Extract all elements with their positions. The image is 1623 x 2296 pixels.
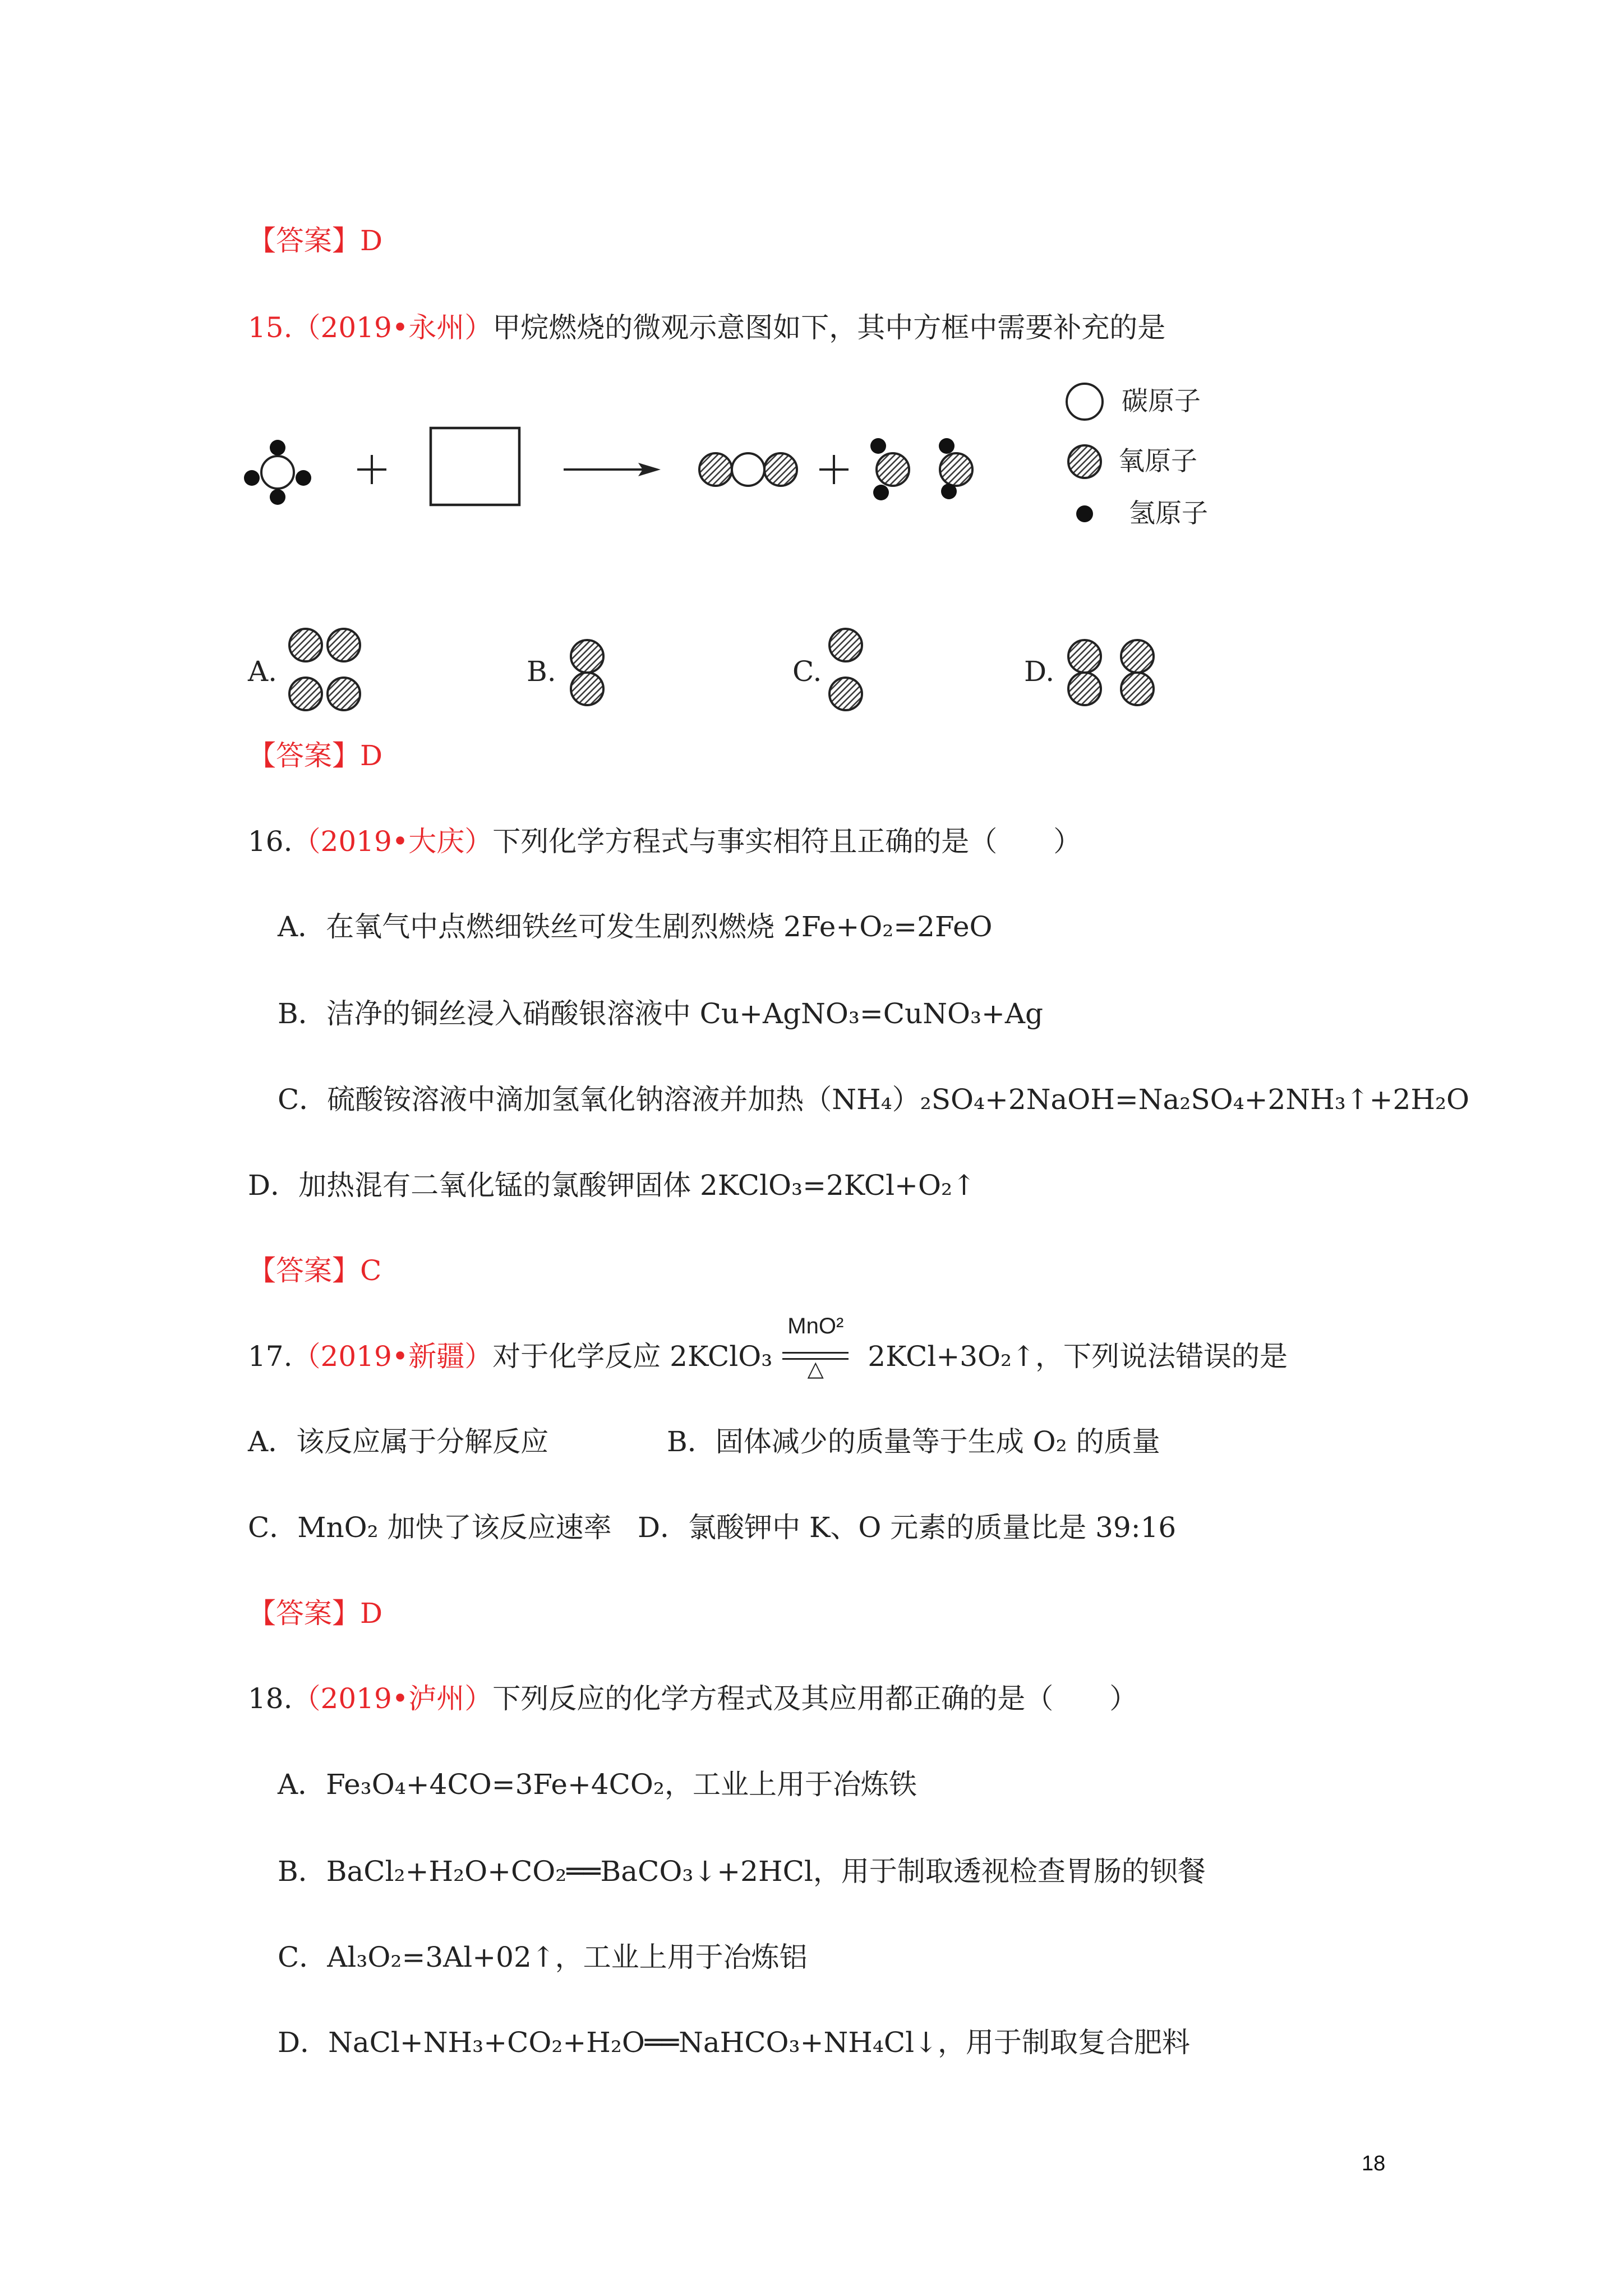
question-text: 对于化学反应 2KClO₃: [492, 1340, 773, 1373]
legend-label-carbon: 碳原子: [1122, 386, 1201, 417]
option-text: 该反应属于分解反应: [296, 1425, 549, 1458]
hatch-line: [1130, 682, 1151, 703]
option-a: [278, 1768, 917, 1801]
catalyst-label: MnO²: [787, 1314, 844, 1338]
black-dot-icon: [1076, 505, 1093, 522]
carbon-dioxide-molecule: [699, 453, 797, 486]
option-label: C．: [248, 1511, 298, 1544]
hatch-line: [294, 634, 317, 656]
question-text: 甲烷燃烧的微观示意图如下，其中方框中需要补充的是: [492, 311, 1166, 344]
hatch-line: [336, 687, 358, 708]
hatch-line: [1123, 642, 1145, 664]
hatch-line: [702, 455, 723, 477]
hatch-line: [333, 683, 355, 705]
water-molecule: [939, 438, 972, 499]
oxygen-atom: [328, 629, 360, 661]
option-text: 在氧气中点燃细铁丝可发生剧烈燃烧 2Fe+O₂=2FeO: [326, 910, 993, 943]
option-text: 加热混有二氧化锰的氯酸钾固体 2KClO₃=2KCl+O₂↑: [298, 1169, 976, 1202]
hatch-line: [1126, 645, 1149, 668]
hatch-line: [330, 680, 351, 701]
hatch-line: [298, 638, 320, 659]
carbon-atom: [732, 453, 764, 486]
hatch-line: [834, 634, 857, 656]
option-b-particles: [571, 640, 603, 705]
option-label: D．: [248, 1169, 299, 1202]
oxygen-atom: [289, 629, 322, 661]
question-15-stem: [248, 311, 1165, 344]
answer-line: [248, 1254, 381, 1287]
hatch-line: [1073, 678, 1096, 700]
hatch-line: [886, 462, 907, 484]
answer-label: 【答案】: [248, 1597, 360, 1630]
answer-label: 【答案】: [248, 739, 360, 772]
option-text: 洁净的铜丝浸入硝酸银溶液中 Cu+AgNO₃=CuNO₃+Ag: [326, 997, 1044, 1030]
option-d: [278, 2026, 1190, 2059]
option-label: A．: [278, 1768, 326, 1801]
oxygen-atom: [328, 678, 360, 710]
question-source: （2019•新疆）: [292, 1340, 493, 1373]
hydrogen-atom: [941, 484, 957, 499]
oxygen-atom: [1121, 640, 1154, 673]
plus-sign: [357, 455, 386, 484]
hatch-line: [879, 455, 900, 477]
hatch-line: [1071, 675, 1092, 696]
question-number: 16.: [248, 825, 293, 858]
hatch-line: [336, 638, 358, 659]
option-label: D．: [278, 2026, 329, 2059]
hatch-line: [1130, 649, 1151, 670]
question-number: 17.: [248, 1340, 293, 1373]
oxygen-atom: [829, 629, 862, 661]
water-molecule: [870, 438, 909, 500]
plus-sign: [819, 455, 849, 484]
answer-value: D: [360, 224, 383, 257]
hatch-line: [834, 683, 857, 705]
oxygen-atom: [1068, 640, 1101, 673]
hollow-circle-icon: [1067, 384, 1103, 420]
option-text: 硫酸铵溶液中滴加氢氧化钠溶液并加热（NH₄）₂SO₄+2NaOH=Na₂SO₄+2NH₃↑+2H₂O: [327, 1083, 1469, 1116]
methane-molecule: [244, 440, 311, 505]
hatch-line: [292, 631, 313, 652]
hatch-line: [576, 678, 598, 700]
option-text: 氯酸钾中 K、O 元素的质量比是 39:16: [688, 1511, 1177, 1544]
hydrogen-atom: [244, 470, 260, 486]
option-a-particles: [289, 629, 360, 710]
hatch-line: [1071, 642, 1092, 664]
answer-value: D: [360, 1597, 383, 1630]
answer-value: C: [360, 1254, 382, 1287]
oxygen-atom: [829, 678, 862, 710]
hydrogen-atom: [270, 440, 285, 455]
hatch-line: [330, 631, 351, 652]
question-source: （2019•泸州）: [292, 1682, 493, 1715]
page-number: 18: [1362, 2152, 1386, 2175]
hatch-line: [949, 462, 970, 484]
hatch-line: [704, 458, 727, 481]
option-label: A．: [278, 910, 326, 943]
option-label: C．: [278, 1941, 328, 1973]
option-d: [638, 1511, 1176, 1544]
hydrogen-atom: [939, 438, 955, 454]
hatch-line: [1077, 454, 1099, 476]
option-label: B．: [278, 997, 326, 1030]
question-text: 下列反应的化学方程式及其应用都正确的是（ ）: [492, 1682, 1138, 1715]
hatch-line: [294, 683, 317, 705]
hatch-line: [1077, 649, 1099, 670]
hatch-line: [580, 682, 601, 703]
option-b: [667, 1425, 1160, 1458]
hatch-line: [1077, 682, 1099, 703]
hatch-line: [1071, 448, 1092, 469]
hatch-line: [573, 642, 594, 664]
hatch-line: [1073, 645, 1096, 668]
hatch-line: [882, 458, 904, 481]
hatch-line: [942, 455, 963, 477]
option-label: A．: [248, 1425, 297, 1458]
hatched-circle-icon: [1068, 445, 1101, 478]
option-a-label: A.: [248, 655, 278, 688]
oxygen-atom: [571, 640, 603, 673]
option-c: [278, 1940, 808, 1974]
option-text: MnO₂ 加快了该反应速率: [297, 1511, 612, 1544]
option-label: B．: [667, 1425, 716, 1458]
option-c: [278, 1083, 1469, 1116]
hatch-line: [576, 645, 598, 668]
oxygen-atom: [289, 678, 322, 710]
option-d-label: D.: [1024, 655, 1055, 688]
question-text-continued: 2KCl+3O₂↑，下列说法错误的是: [868, 1340, 1288, 1373]
hatch-line: [1073, 450, 1096, 473]
hatch-line: [838, 638, 860, 659]
heating-symbol: △: [807, 1356, 824, 1381]
answer-line: [248, 739, 382, 772]
legend-label-oxygen: 氧原子: [1118, 446, 1197, 477]
option-text: Al₃O₂=3Al+02↑，工业上用于冶炼铝: [327, 1941, 808, 1973]
option-b-label: B.: [527, 655, 556, 688]
oxygen-atom: [1068, 673, 1101, 705]
oxygen-atom: [940, 453, 972, 486]
hatch-line: [945, 458, 967, 481]
hatch-line: [580, 649, 601, 670]
hatch-line: [832, 631, 853, 652]
question-17-stem: [248, 1314, 1288, 1381]
oxygen-atom: [571, 673, 603, 705]
oxygen-atom: [699, 453, 732, 486]
answer-line: [248, 1596, 382, 1630]
option-label: D．: [638, 1511, 689, 1544]
reaction-condition: [782, 1314, 849, 1381]
option-c-particles: [829, 629, 862, 710]
option-d: [248, 1168, 976, 1202]
hatch-line: [1123, 675, 1145, 696]
answer-line: [248, 224, 382, 257]
option-b: [278, 1855, 1206, 1888]
question-source: （2019•永州）: [292, 311, 493, 344]
question-16-stem: [248, 825, 1081, 858]
question-18-stem: [248, 1682, 1137, 1715]
hatch-line: [769, 458, 792, 481]
hatch-line: [333, 634, 355, 656]
blank-answer-box: [431, 428, 519, 505]
oxygen-atom: [877, 453, 909, 486]
hatch-line: [832, 680, 853, 701]
answer-label: 【答案】: [248, 224, 360, 257]
hatch-line: [298, 687, 320, 708]
hatch-line: [1126, 678, 1149, 700]
hatch-line: [292, 680, 313, 701]
oxygen-atom: [1121, 673, 1154, 705]
carbon-atom: [261, 456, 294, 489]
legend-label-hydrogen: 氢原子: [1129, 498, 1208, 529]
answer-label: 【答案】: [248, 1254, 360, 1287]
option-label: B．: [278, 1855, 326, 1888]
option-text: BaCl₂+H₂O+CO₂══BaCO₃↓+2HCl，用于制取透视检查胃肠的钡餐: [326, 1855, 1206, 1888]
question-number: 15.: [248, 311, 293, 344]
hydrogen-atom: [870, 438, 886, 454]
hydrogen-atom: [270, 489, 285, 505]
hatch-line: [838, 687, 860, 708]
option-b: [278, 997, 1043, 1030]
hydrogen-atom: [873, 485, 889, 500]
hydrogen-atom: [296, 470, 311, 486]
reaction-arrow: [564, 463, 661, 476]
option-text: 固体减少的质量等于生成 O₂ 的质量: [715, 1425, 1160, 1458]
question-number: 18.: [248, 1682, 293, 1715]
option-text: Fe₃O₄+4CO=3Fe+4CO₂，工业上用于冶炼铁: [326, 1768, 917, 1801]
hatch-line: [773, 462, 795, 484]
question-text: 下列化学方程式与事实相符且正确的是（ ）: [492, 825, 1082, 858]
option-c-label: C.: [792, 655, 822, 688]
option-label: C．: [278, 1083, 328, 1116]
hatch-line: [767, 455, 788, 477]
hatch-line: [573, 675, 594, 696]
option-d-particles: [1068, 640, 1154, 705]
answer-value: D: [360, 739, 383, 772]
question-source: （2019•大庆）: [292, 825, 493, 858]
oxygen-atom: [764, 453, 797, 486]
option-a: [248, 1425, 548, 1458]
hatch-line: [708, 462, 730, 484]
option-a: [278, 910, 993, 944]
option-c: [248, 1511, 612, 1544]
option-text: NaCl+NH₃+CO₂+H₂O══NaHCO₃+NH₄Cl↓，用于制取复合肥料: [328, 2026, 1191, 2059]
